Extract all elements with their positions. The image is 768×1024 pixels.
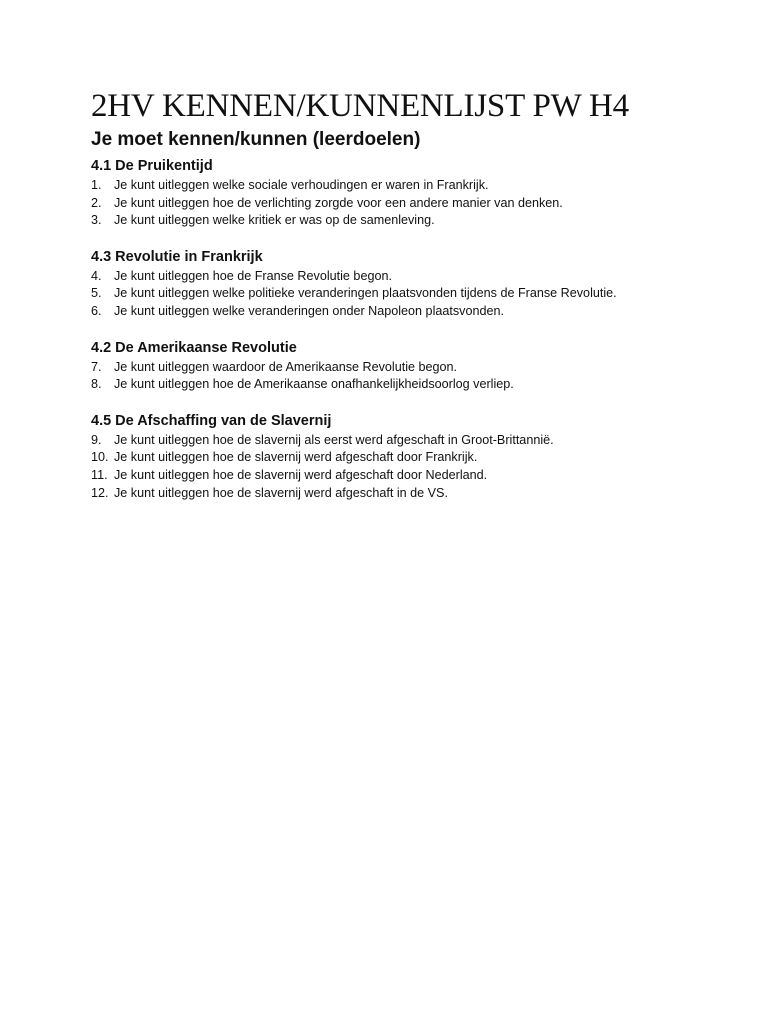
section-afschaffing-slavernij	[91, 411, 691, 502]
item-text: Je kunt uitleggen waardoor de Amerikaanse Revolutie begon.	[114, 359, 458, 374]
goal-list	[91, 432, 691, 502]
goal-list	[91, 268, 691, 321]
goal-list	[91, 359, 691, 394]
list-item	[91, 303, 691, 321]
item-text: Je kunt uitleggen hoe de slavernij werd afgeschaft in de VS.	[114, 485, 448, 500]
list-item	[91, 195, 691, 213]
document-title: 2HV KENNEN/KUNNENLIJST PW H4	[91, 88, 629, 124]
item-text: Je kunt uitleggen hoe de Franse Revolutie begon.	[114, 268, 392, 283]
list-item	[91, 212, 691, 230]
list-item	[91, 268, 691, 286]
item-number: 5.	[91, 286, 102, 301]
list-item	[91, 467, 691, 485]
item-text: Je kunt uitleggen hoe de Amerikaanse onafhankelijkheidsoorlog verliep.	[114, 377, 514, 392]
item-text: Je kunt uitleggen hoe de slavernij werd afgeschaft door Nederland.	[114, 467, 488, 482]
item-number: 8.	[91, 377, 102, 392]
item-number: 1.	[91, 178, 102, 192]
list-item	[91, 285, 691, 303]
list-item	[91, 359, 691, 377]
item-text: Je kunt uitleggen welke politieke veranderingen plaatsvonden tijdens de Franse Revolutie.	[114, 286, 617, 301]
list-item	[91, 376, 691, 394]
goal-list	[91, 177, 691, 230]
item-number: 7.	[91, 359, 102, 374]
item-number: 3.	[91, 213, 102, 228]
list-item	[91, 449, 691, 467]
item-text: Je kunt uitleggen welke sociale verhoudingen er waren in Frankrijk.	[114, 178, 489, 192]
item-number: 4.	[91, 268, 102, 283]
document-subtitle: Je moet kennen/kunnen (leerdoelen)	[91, 129, 421, 150]
item-number: 9.	[91, 432, 102, 447]
section-heading: 4.1 De Pruikentijd	[91, 158, 213, 174]
item-text: Je kunt uitleggen welke veranderingen onder Napoleon plaatsvonden.	[114, 303, 504, 318]
list-item	[91, 432, 691, 450]
list-item	[91, 485, 691, 503]
section-heading: 4.2 De Amerikaanse Revolutie	[91, 339, 297, 356]
item-text: Je kunt uitleggen hoe de verlichting zorgde voor een andere manier van denken.	[114, 195, 563, 210]
section-revolutie-frankrijk	[91, 247, 691, 321]
section-pruikentijd	[91, 156, 691, 230]
item-number: 11.	[91, 467, 108, 482]
item-number: 10.	[91, 450, 109, 465]
section-heading: 4.3 Revolutie in Frankrijk	[91, 248, 263, 265]
list-item	[91, 177, 691, 195]
item-text: Je kunt uitleggen hoe de slavernij werd afgeschaft door Frankrijk.	[114, 450, 478, 465]
section-heading: 4.5 De Afschaffing van de Slavernij	[91, 412, 332, 429]
document-page	[91, 86, 691, 502]
item-text: Je kunt uitleggen welke kritiek er was op de samenleving.	[114, 213, 435, 228]
item-number: 6.	[91, 303, 102, 318]
item-number: 2.	[91, 195, 102, 210]
item-text: Je kunt uitleggen hoe de slavernij als eerst werd afgeschaft in Groot-Brittannië.	[114, 432, 554, 447]
section-amerikaanse-revolutie	[91, 338, 691, 394]
item-number: 12.	[91, 485, 109, 500]
